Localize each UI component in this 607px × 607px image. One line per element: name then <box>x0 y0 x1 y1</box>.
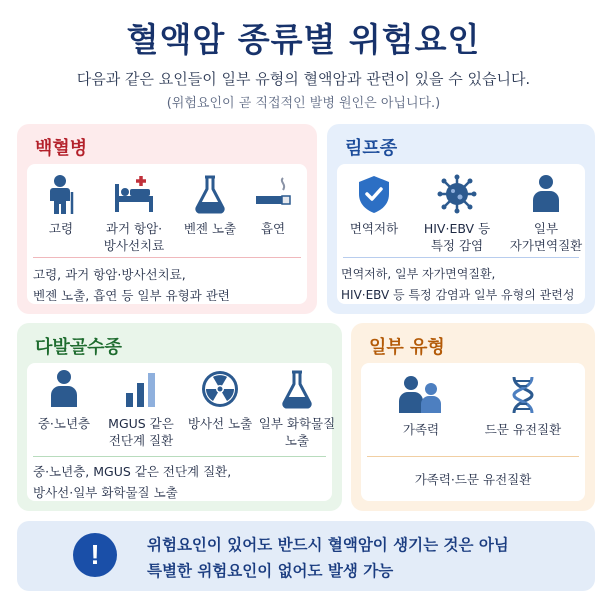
notice-box <box>17 521 595 591</box>
bar-chart-icon <box>123 369 159 409</box>
page-note: (위험요인이 곧 직접적인 발병 원인은 아닙니다.) <box>166 96 441 111</box>
exclamation-icon: ! <box>73 533 117 577</box>
myeloma-summary: 중·노년층, MGUS 같은 전단계 질환, 방사선·일부 화학물질 노출 <box>33 464 232 500</box>
lymphoma-divider <box>343 257 579 258</box>
lymphoma-card <box>327 124 595 314</box>
risk-item-age: 고령 <box>31 174 91 237</box>
some-types-title: 일부 유형 <box>369 337 445 358</box>
person-icon <box>47 369 81 409</box>
risk-item-mgus: MGUS 같은 전단계 질환 <box>101 369 181 449</box>
myeloma-card <box>17 323 342 511</box>
notice-line-1: 위험요인이 있어도 반드시 혈액암이 생기는 것은 아님 <box>147 536 509 554</box>
lymphoma-summary: 면역저하, 일부 자가면역질환, HIV·EBV 등 특정 감염과 일부 유형의 관련성 <box>341 267 575 302</box>
risk-item-benzene: 벤젠 노출 <box>175 174 245 237</box>
shield-icon <box>356 174 392 214</box>
leukemia-card <box>17 124 317 314</box>
notice-line-2: 특별한 위험요인이 없어도 발생 가능 <box>147 562 394 580</box>
flask-icon <box>280 369 314 409</box>
person-icon <box>529 174 563 214</box>
elderly-person-icon <box>44 174 78 214</box>
radiation-icon <box>201 369 239 409</box>
some-types-summary: 가족력·드문 유전질환 <box>414 472 532 487</box>
risk-item-chemicals: 일부 화학물질 노출 <box>255 369 339 449</box>
hospital-bed-icon <box>112 174 156 214</box>
page-subtitle: 다음과 같은 요인들이 일부 유형의 혈액암과 관련이 있을 수 있습니다. <box>76 70 531 88</box>
flask-icon <box>193 174 227 214</box>
risk-item-genetic-disorder: 드문 유전질환 <box>473 375 573 438</box>
risk-item-immunodeficiency: 면역저하 <box>339 174 409 237</box>
leukemia-divider <box>33 257 301 258</box>
myeloma-divider <box>33 456 326 457</box>
dna-icon <box>508 375 538 415</box>
some-types-card <box>351 323 595 511</box>
risk-item-radiation: 방사선 노출 <box>183 369 257 432</box>
risk-item-autoimmune: 일부 자가면역질환 <box>503 174 589 254</box>
lymphoma-title: 림프종 <box>345 138 398 159</box>
some-types-divider <box>367 456 579 457</box>
risk-item-middle-aged: 중·노년층 <box>29 369 99 432</box>
page-title: 혈액암 종류별 위험요인 <box>126 20 481 59</box>
leukemia-title: 백혈병 <box>35 138 88 159</box>
cigarette-icon <box>253 174 293 214</box>
risk-item-smoking: 흡연 <box>243 174 303 237</box>
virus-icon <box>437 174 477 214</box>
risk-item-prior-treatment: 과거 항암· 방사선치료 <box>93 174 175 254</box>
myeloma-title: 다발골수종 <box>35 337 122 358</box>
risk-item-infection: HIV·EBV 등 특정 감염 <box>415 174 499 254</box>
family-icon <box>397 375 445 415</box>
risk-item-family-history: 가족력 <box>381 375 461 438</box>
leukemia-summary: 고령, 과거 항암·방사선치료, 벤젠 노출, 흡연 등 일부 유형과 관련 <box>33 267 230 303</box>
